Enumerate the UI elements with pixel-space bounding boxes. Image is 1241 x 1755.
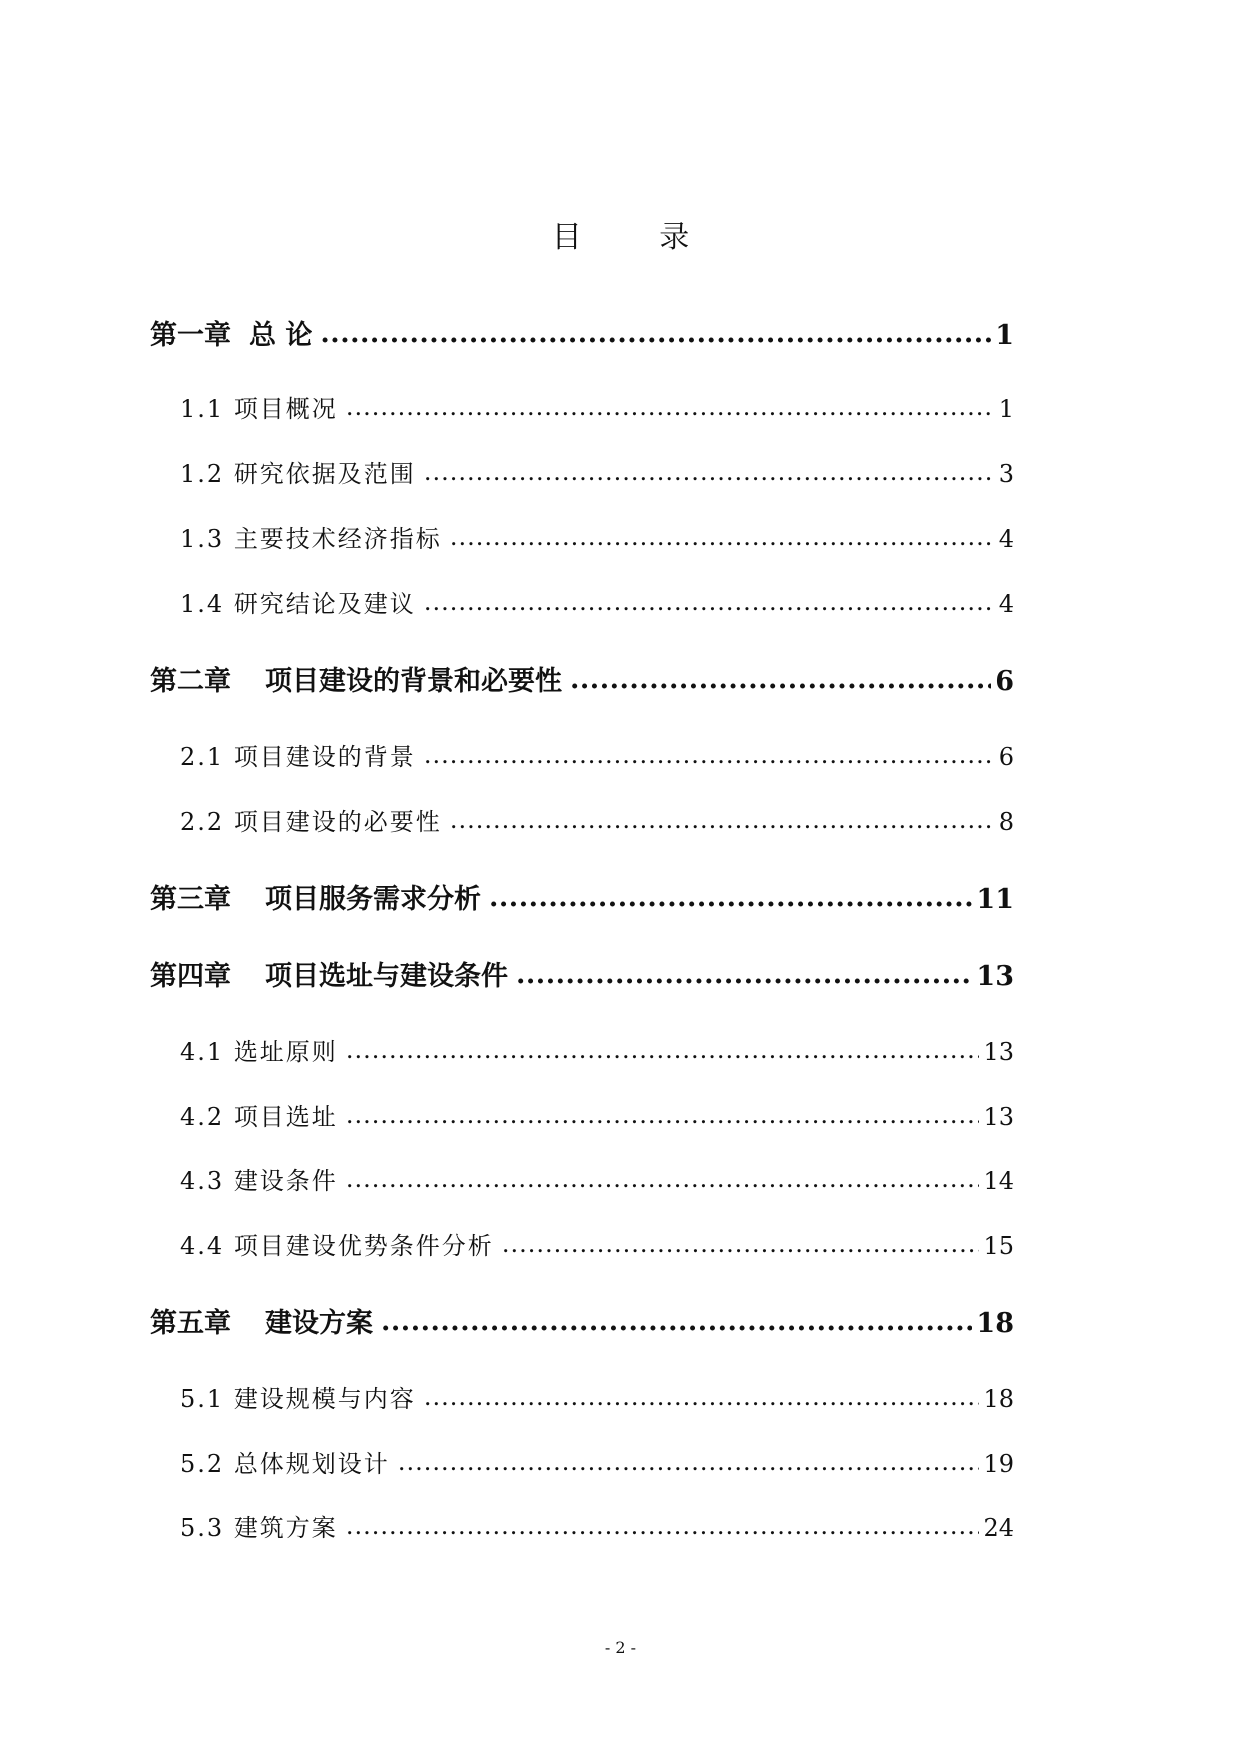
- toc-leader-dots: [346, 1508, 980, 1544]
- toc-entry-label: [180, 1446, 390, 1482]
- toc-leader-dots: [424, 584, 995, 620]
- toc-page-number: 4: [998, 590, 1014, 618]
- toc-leader-dots: [346, 389, 995, 425]
- toc-page-number: 6: [998, 743, 1014, 771]
- toc-entry-label: [180, 391, 338, 427]
- toc-entry-label: [180, 1034, 338, 1070]
- toc-entry-title: 项目选址: [233, 1103, 338, 1131]
- toc-section-entry[interactable]: [180, 521, 1014, 557]
- toc-section-entry[interactable]: [180, 1446, 1014, 1482]
- toc-entry-label: [150, 957, 508, 997]
- toc-section-entry[interactable]: [180, 1034, 1014, 1070]
- toc-entry-label: [180, 586, 416, 622]
- toc-entry-label: [180, 739, 416, 775]
- toc-chapter-entry[interactable]: [150, 316, 1014, 356]
- toc-entry-title: 项目建设优势条件分析: [233, 1232, 494, 1260]
- page-title: 目 录: [551, 220, 724, 255]
- toc-entry-number: 2.1: [180, 743, 225, 771]
- toc-entry-number: 第四章: [150, 961, 231, 992]
- toc-leader-dots: [450, 519, 995, 555]
- toc-section-entry[interactable]: [180, 1510, 1014, 1546]
- toc-leader-dots: [502, 1226, 980, 1262]
- toc-leader-dots: [398, 1444, 980, 1480]
- toc-entry-number: 1.1: [180, 395, 225, 423]
- toc-entry-label: [150, 880, 481, 920]
- toc-entry-number: 4.3: [180, 1167, 225, 1195]
- toc-leader-dots: [570, 660, 991, 700]
- toc-entry-label: [180, 1381, 416, 1417]
- toc-section-entry[interactable]: [180, 1228, 1014, 1264]
- toc-entry-number: 1.4: [180, 590, 225, 618]
- toc-page-number: 19: [983, 1450, 1014, 1478]
- toc-chapter-entry[interactable]: [150, 662, 1014, 702]
- toc-entry-title: 项目建设的必要性: [233, 808, 442, 836]
- toc-section-entry[interactable]: [180, 1099, 1014, 1135]
- toc-section-entry[interactable]: [180, 456, 1014, 492]
- toc-entry-number: 5.2: [180, 1450, 225, 1478]
- page-number-footer: - 2 -: [604, 1638, 637, 1657]
- toc-entry-title: 项目建设的背景和必要性: [265, 666, 562, 697]
- toc-entry-number: 2.2: [180, 808, 225, 836]
- toc-entry-title: 建设方案: [265, 1308, 373, 1339]
- toc-page-number: 18: [976, 1308, 1014, 1339]
- toc-leader-dots: [489, 878, 972, 918]
- toc-leader-dots: [424, 454, 995, 490]
- toc-entry-title: 研究结论及建议: [233, 590, 416, 618]
- toc-leader-dots: [424, 737, 995, 773]
- toc-entry-label: [150, 1304, 373, 1344]
- toc-entry-number: 5.1: [180, 1385, 225, 1413]
- toc-leader-dots: [346, 1161, 980, 1197]
- toc-section-entry[interactable]: [180, 739, 1014, 775]
- toc-page-number: 13: [976, 961, 1014, 992]
- toc-entry-label: [180, 521, 442, 557]
- toc-page-number: 1: [998, 395, 1014, 423]
- toc-entry-number: 1.3: [180, 525, 225, 553]
- toc-chapter-entry[interactable]: [150, 1304, 1014, 1344]
- toc-entry-number: 4.4: [180, 1232, 225, 1260]
- toc-entry-label: [180, 456, 416, 492]
- toc-entry-number: 4.1: [180, 1038, 225, 1066]
- toc-entry-title: 选址原则: [233, 1038, 338, 1066]
- toc-section-entry[interactable]: [180, 391, 1014, 427]
- toc-entry-title: 建筑方案: [233, 1514, 338, 1542]
- toc-entry-title: 项目选址与建设条件: [265, 961, 508, 992]
- toc-entry-title: 项目服务需求分析: [265, 884, 481, 915]
- toc-entry-title: 总体规划设计: [233, 1450, 390, 1478]
- toc-entry-number: 第五章: [150, 1308, 231, 1339]
- toc-entry-label: [150, 662, 562, 702]
- toc-entry-label: [180, 1099, 338, 1135]
- toc-entry-title: 项目建设的背景: [233, 743, 416, 771]
- toc-chapter-entry[interactable]: [150, 880, 1014, 920]
- toc-section-entry[interactable]: [180, 586, 1014, 622]
- toc-entry-title: 总 论: [249, 320, 313, 351]
- toc-page-number: 11: [976, 884, 1014, 915]
- toc-leader-dots: [381, 1302, 972, 1342]
- toc-section-entry[interactable]: [180, 1163, 1014, 1199]
- toc-entry-number: 第三章: [150, 884, 231, 915]
- toc-entry-label: [180, 1510, 338, 1546]
- toc-leader-dots: [450, 802, 995, 838]
- toc-entry-number: 第二章: [150, 666, 231, 697]
- toc-page-number: 13: [983, 1103, 1014, 1131]
- toc-entry-number: 5.3: [180, 1514, 225, 1542]
- toc-section-entry[interactable]: [180, 1381, 1014, 1417]
- toc-entry-label: [150, 316, 312, 356]
- toc-entry-number: 第一章: [150, 320, 231, 351]
- toc-page-number: 8: [998, 808, 1014, 836]
- toc-leader-dots: [346, 1032, 980, 1068]
- toc-page-number: 6: [995, 666, 1014, 697]
- toc-page-number: 18: [983, 1385, 1014, 1413]
- toc-page-number: 24: [983, 1514, 1014, 1542]
- toc-entry-label: [180, 804, 442, 840]
- toc-page-number: 15: [983, 1232, 1014, 1260]
- toc-leader-dots: [424, 1379, 980, 1415]
- toc-page-number: 1: [995, 320, 1014, 351]
- toc-page-number: 13: [983, 1038, 1014, 1066]
- toc-entry-title: 主要技术经济指标: [233, 525, 442, 553]
- toc-section-entry[interactable]: [180, 804, 1014, 840]
- toc-entry-label: [180, 1228, 494, 1264]
- toc-entry-title: 项目概况: [233, 395, 338, 423]
- toc-leader-dots: [516, 955, 972, 995]
- toc-page-number: 4: [998, 525, 1014, 553]
- toc-entry-title: 研究依据及范围: [233, 460, 416, 488]
- toc-chapter-entry[interactable]: [150, 957, 1014, 997]
- toc-entry-number: 4.2: [180, 1103, 225, 1131]
- toc-leader-dots: [320, 314, 991, 354]
- toc-leader-dots: [346, 1097, 980, 1133]
- toc-entry-label: [180, 1163, 338, 1199]
- toc-entry-number: 1.2: [180, 460, 225, 488]
- toc-entry-title: 建设规模与内容: [233, 1385, 416, 1413]
- toc-page-number: 3: [998, 460, 1014, 488]
- toc-page-number: 14: [983, 1167, 1014, 1195]
- toc-entry-title: 建设条件: [233, 1167, 338, 1195]
